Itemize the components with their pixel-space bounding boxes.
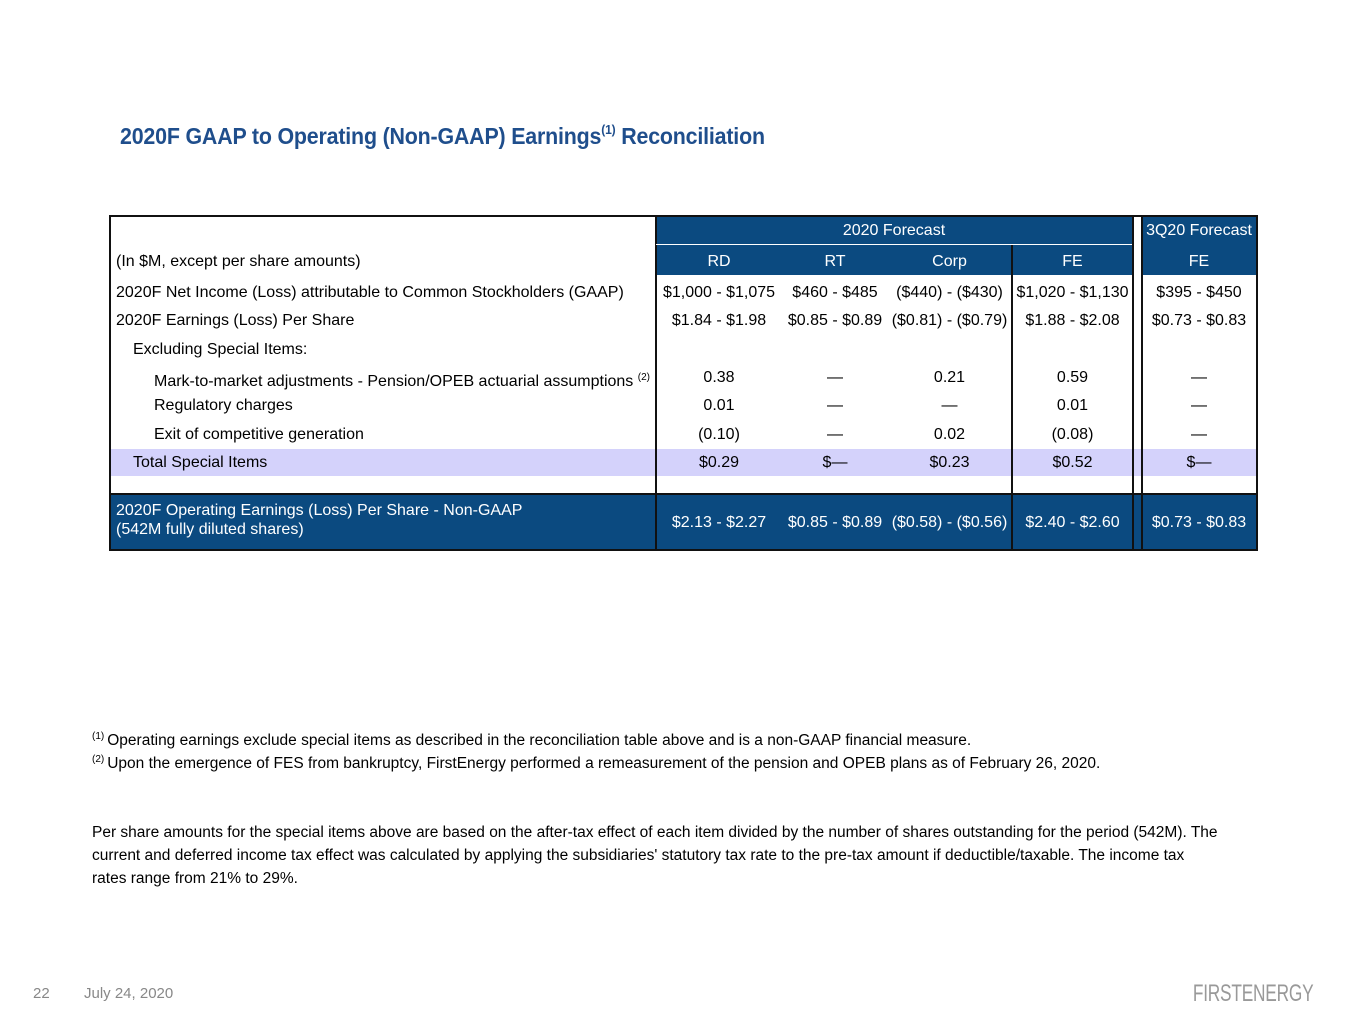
cell-fe-3q20: $— (1186, 454, 1212, 471)
cell-fe: $1.88 - $2.08 (1025, 312, 1120, 329)
group-header-2020-forecast: 2020 Forecast (842, 222, 946, 239)
cell-fe: $2.40 - $2.60 (1025, 514, 1120, 531)
cell-fe: (0.08) (1051, 426, 1094, 443)
row-divider (111, 493, 1256, 495)
cell-corp: ($0.81) - ($0.79) (891, 312, 1008, 329)
footnote-ref: (2) (637, 372, 650, 383)
row-label: Total Special Items (133, 454, 268, 471)
cell-rt: $0.85 - $0.89 (787, 312, 883, 329)
methodology-paragraph: Per share amounts for the special items above are based on the after-tax effect of each item divided by the number of shares outstanding for the period (542M). The current and deferred income tax effect was calculated by applying the subsidiaries' statutory tax rate to the pre-tax amount if deductible/taxable. The income tax rates range from 21% to 29%. (92, 824, 1218, 887)
group-header-3q20-forecast: 3Q20 Forecast (1146, 222, 1252, 239)
footnote-1: $^{(1)}$ Operating earnings exclude special items as described in the reconciliation table above and is a non-GAAP financial measure. (92, 731, 972, 749)
cell-rd: 0.01 (703, 397, 735, 414)
page-title: 2020F GAAP to Operating (Non-GAAP) Earnings$^{(1)}$ Reconciliation (120, 122, 765, 149)
firstenergy-logo: FIRSTENERGY (1192, 980, 1313, 1007)
cell-corp: ($0.58) - ($0.56) (891, 514, 1008, 531)
cell-rd: 0.38 (703, 369, 735, 386)
row-label: 2020F Earnings (Loss) Per Share (116, 312, 355, 329)
cell-rt: $— (822, 454, 848, 471)
cell-rd: $1.84 - $1.98 (671, 312, 767, 329)
column-header-rd: RD (707, 253, 731, 270)
cell-fe-3q20: $0.73 - $0.83 (1151, 312, 1247, 329)
page-number: 22 (33, 985, 50, 1002)
col-divider (1132, 217, 1134, 549)
row-label: Excluding Special Items: (133, 341, 308, 358)
cell-rd: $1,000 - $1,075 (662, 284, 776, 301)
cell-fe-3q20: $0.73 - $0.83 (1151, 514, 1247, 531)
footer-label-line1: 2020F Operating Earnings (Loss) Per Share - Non-GAAP (116, 502, 523, 519)
cell-rd: (0.10) (698, 426, 740, 443)
cell-corp: — (941, 397, 958, 414)
units-label: (In $M, except per share amounts) (116, 253, 361, 270)
column-header-rt: RT (824, 253, 846, 270)
column-header-fe-3q20: FE (1188, 253, 1210, 270)
cell-fe: 0.59 (1056, 369, 1089, 386)
footnote-marker: (1) (92, 731, 105, 742)
cell-fe: $0.52 (1052, 454, 1093, 471)
cell-fe: $1,020 - $1,130 (1016, 284, 1129, 301)
column-header-fe: FE (1062, 253, 1083, 270)
column-header-corp: Corp (932, 253, 967, 270)
cell-rt: $460 - $485 (792, 284, 878, 301)
footer-label-line2: (542M fully diluted shares) (116, 521, 304, 538)
cell-rt: $0.85 - $0.89 (787, 514, 883, 531)
cell-fe: 0.01 (1056, 397, 1089, 414)
row-label: Regulatory charges (154, 397, 293, 414)
cell-rd: $2.13 - $2.27 (671, 514, 767, 531)
cell-fe-3q20: $395 - $450 (1156, 284, 1242, 301)
title-footnote-ref: (1) (601, 122, 616, 137)
cell-fe-3q20: — (1191, 369, 1207, 386)
cell-corp: $0.23 (929, 454, 970, 471)
footnote-marker: (2) (92, 754, 105, 765)
cell-corp: 0.02 (933, 426, 966, 443)
cell-fe-3q20: — (1191, 397, 1207, 414)
cell-rd: $0.29 (698, 454, 740, 471)
row-label: 2020F Net Income (Loss) attributable to Common Stockholders (GAAP) (116, 284, 624, 301)
footer-date: July 24, 2020 (84, 985, 174, 1002)
cell-fe-3q20: — (1191, 426, 1207, 443)
footnote-2: $^{(2)}$ Upon the emergence of FES from bankruptcy, FirstEnergy performed a remeasurement of the pension and OPEB plans as of February 26, 2020. (92, 754, 1101, 772)
cell-rt: — (827, 369, 843, 386)
cell-corp: ($440) - ($430) (896, 284, 1003, 301)
cell-corp: 0.21 (933, 369, 966, 386)
row-label: Mark-to-market adjustments - Pension/OPEB actuarial assumptions $^{(2)}$ (154, 372, 650, 390)
cell-rt: — (827, 426, 843, 443)
row-label: Exit of competitive generation (154, 426, 364, 443)
cell-rt: — (827, 397, 843, 414)
